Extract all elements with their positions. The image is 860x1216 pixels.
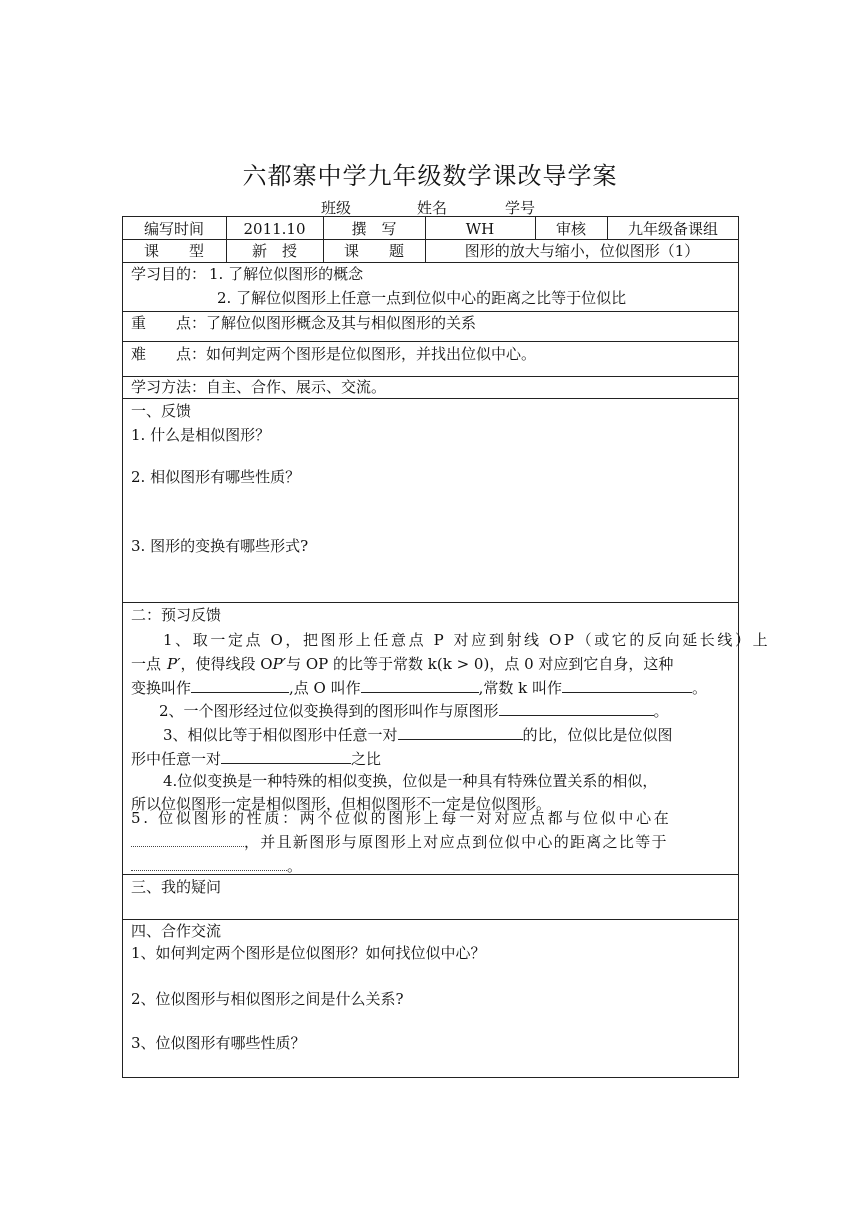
discussion-question-1: 1、如何判定两个图形是位似图形？如何找位似中心？: [131, 944, 486, 962]
goal-2: 2. 了解位似图形上任意一点到位似中心的距离之比等于位似比: [217, 289, 627, 307]
answer-blank-constant-k[interactable]: [562, 677, 692, 693]
author-label: 撰 写: [351, 220, 397, 238]
section-1-heading: 一、反馈: [131, 402, 192, 420]
preview-item-3: 3、相似比等于相似图形中任意一对 的比，位似比是位似图: [163, 726, 673, 744]
answer-blank-same-line[interactable]: [131, 831, 244, 847]
student-number-label: 学号: [505, 199, 536, 217]
answer-blank-similar-ratio[interactable]: [398, 724, 523, 740]
preview-item-2: 2、一个图形经过位似变换得到的图形叫作与原图形 。: [159, 702, 669, 720]
preview-item-1-line-2: 一点 P′，使得线段 OP′与 OP 的比等于常数 k(k > 0)，点 0 对应到它自身，这种: [131, 655, 674, 673]
name-label: 姓名: [417, 199, 448, 217]
lesson-topic-label: 课 题: [343, 242, 404, 260]
lesson-type-value: 新 授: [251, 242, 297, 260]
reviewer-value: 九年级备课组: [627, 220, 718, 238]
lesson-type-label: 课 型: [143, 242, 204, 260]
section-3-heading: 三、我的疑问: [131, 878, 222, 896]
page-title: 六都寨中学九年级数学课改导学案: [242, 162, 618, 190]
reviewer-label: 审核: [555, 220, 586, 238]
study-method: 学习方法：自主、合作、展示、交流。: [131, 378, 387, 396]
written-time-value: 2011.10: [243, 220, 306, 238]
discussion-question-3: 3、位似图形有哪些性质？: [131, 1034, 306, 1052]
goal-1: 1. 了解位似图形的概念: [209, 265, 364, 283]
answer-blank-transform[interactable]: [191, 677, 289, 693]
feedback-question-1: 1. 什么是相似图形？: [131, 426, 271, 444]
section-2-heading: 二：预习反馈: [131, 606, 222, 624]
feedback-question-2: 2. 相似图形有哪些性质？: [131, 468, 301, 486]
written-time-label: 编写时间: [143, 220, 204, 238]
preview-item-5-line-2: ，并且新图形与原图形上对应点到位似中心的距离之比等于: [131, 831, 668, 853]
answer-blank-homothetic-ratio[interactable]: [221, 748, 351, 764]
goals-label: 学习目的：: [131, 265, 207, 283]
section-4-heading: 四、合作交流: [131, 922, 222, 940]
preview-item-1-line-3: 变换叫作 ,点 O 叫作 ,常数 k 叫作 。: [131, 679, 708, 697]
preview-item-5: 5. 位似图形的性质：两个位似的图形上每一对对应点都与位似中心在: [131, 809, 672, 827]
preview-item-5-line-3: 。: [131, 855, 302, 877]
discussion-question-2: 2、位似图形与相似图形之间是什么关系?: [131, 990, 404, 1008]
preview-item-1: 1、取一定点 O，把图形上任意点 P 对应到射线 OP（或它的反向延长线）上: [163, 631, 771, 649]
class-label: 班级: [321, 199, 352, 217]
answer-blank-relationship[interactable]: [499, 700, 654, 716]
preview-item-4: 4.位似变换是一种特殊的相似变换，位似是一种具有特殊位置关系的相似，: [163, 772, 658, 790]
feedback-question-3: 3. 图形的变换有哪些形式?: [131, 537, 309, 555]
author-value: WH: [465, 220, 495, 238]
answer-blank-ratio[interactable]: [131, 855, 287, 871]
preview-item-3-line-2: 形中任意一对 之比: [131, 750, 382, 768]
preview-item-4-line-2: 所以位似图形一定是相似图形，但相似图形不一定是位似图形。: [131, 795, 552, 813]
key-point: 重 点：了解位似图形概念及其与相似图形的关系: [131, 314, 477, 332]
difficult-point: 难 点：如何判定两个图形是位似图形，并找出位似中心。: [131, 345, 537, 363]
answer-blank-point-o[interactable]: [361, 677, 479, 693]
lesson-topic-value: 图形的放大与缩小，位似图形（1）: [464, 242, 700, 260]
